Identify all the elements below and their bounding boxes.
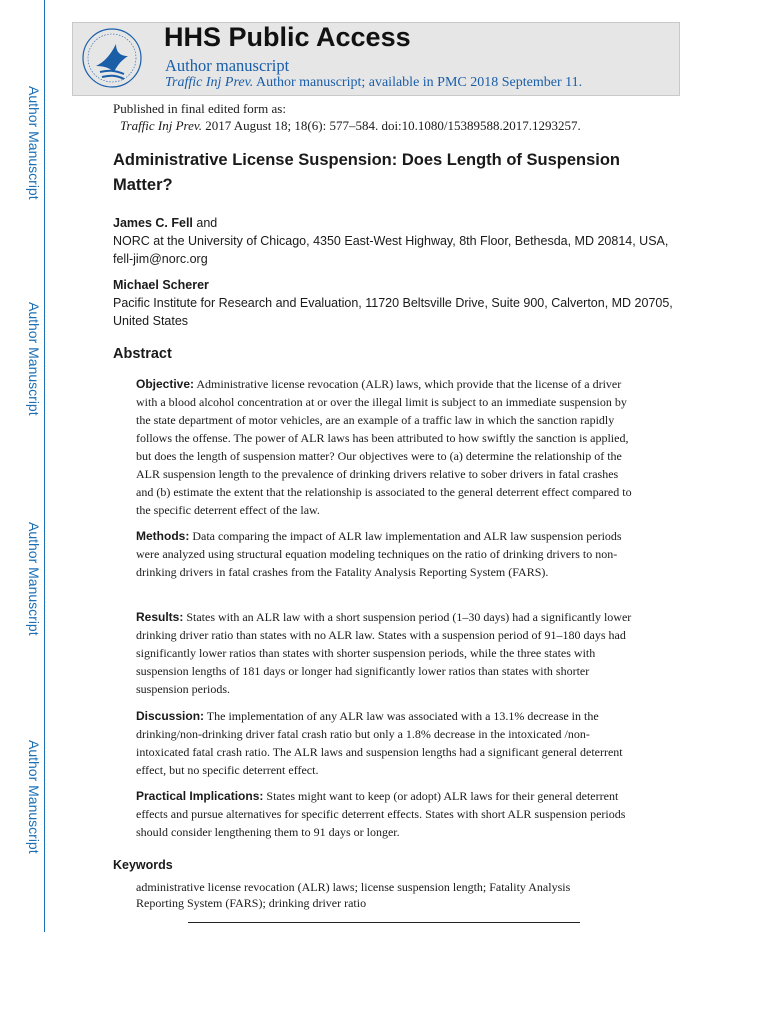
abstract-discussion [136,707,636,779]
author-conjunction: and [192,216,218,230]
article-title: Administrative License Suspension: Does Length of Suspension Matter? [113,151,620,194]
sidebar-label-author-manuscript: Author Manuscript [26,740,42,854]
keywords-heading: Keywords [113,858,173,872]
abstract-section-label: Results: [136,610,184,624]
abstract-results [136,608,636,698]
author-manuscript-label: Author manuscript [165,56,290,75]
sidebar-label-author-manuscript: Author Manuscript [26,522,42,636]
abstract-section-text: Data comparing the impact of ALR law implementation and ALR law suspension periods were analyzed using structural equation modeling techniques on the ratio of drinking drivers to non-drinking drivers in fatal crashes from the Fatality Analysis Reporting System (FARS). [136,529,622,579]
abstract-section-label: Discussion: [136,709,205,723]
author-affiliation: NORC at the University of Chicago, 4350 East-West Highway, 8th Floor, Bethesda, MD 20814, USA, fell-jim@norc.org [113,234,669,266]
abstract-section-text: States with an ALR law with a short suspension period (1–30 days) had a significantly lower drinking driver ratio than states with no ALR law. States with a suspension period of 91–180 days had significantly lower ratios than states with shorter suspension periods, while the three states with suspension lengths of 181 days or longer had significantly lower ratios than states with shorter suspension periods. [136,610,632,696]
abstract-section-label: Methods: [136,529,190,543]
abstract-section-label: Practical Implications: [136,789,264,803]
abstract-objective [136,375,636,519]
journal-name: Traffic Inj Prev. [120,118,202,133]
keywords-list: administrative license revocation (ALR) laws; license suspension length; Fatality Analysis Reporting System (FARS); drinking driver ratio [136,880,571,910]
published-note [113,100,581,134]
author-name: James C. Fell [113,216,193,230]
author-affiliation: Pacific Institute for Research and Evaluation, 11720 Beltsville Drive, Suite 900, Calverton, MD 20705, United States [113,296,673,328]
pmc-availability: Author manuscript; available in PMC 2018 September 11. [253,75,583,90]
published-citation [113,117,581,134]
author-block [113,214,673,268]
author-name: Michael Scherer [113,278,209,292]
abstract-section-text: The implementation of any ALR law was associated with a 13.1% decrease in the drinking/non-drinking driver fatal crash ratio but only a 1.8% decrease in the intoxicated /non-intoxicated fatal crash ratio. The ALR laws and suspension lengths had a significant general deterrent effect, but no specific deterrent effect. [136,709,623,777]
hhs-public-access-title: HHS Public Access [164,22,411,52]
sidebar-label-author-manuscript: Author Manuscript [26,86,42,200]
sidebar-label-author-manuscript: Author Manuscript [26,302,42,416]
citation-details: 2017 August 18; 18(6): 577–584. doi:10.1080/15389588.2017.1293257. [201,118,581,133]
journal-name: Traffic Inj Prev. [165,75,254,90]
abstract-section-label: Objective: [136,377,195,391]
abstract-section-text: States might want to keep (or adopt) ALR laws for their general deterrent effects and pursue alternatives for specific deterrent effects. States with short ALR suspension periods should consider lengthening them to 91 days or longer. [136,789,626,839]
sidebar-divider [44,0,45,932]
abstract-section-text: Administrative license revocation (ALR) laws, which provide that the license of a driver with a blood alcohol concentration at or over the illegal limit is subject to an immediate suspension by the state department of motor vehicles, are an example of a traffic law in which the sanction rapidly follows the offense. The power of ALR laws has been attributed to how swiftly the sanction is applied, but does the length of suspension matter? Our objectives were to (a) determine the relationship of the ALR suspension length to the prevalence of drinking drivers relative to sober drivers in fatal crashes and (b) estimate the extent that the relationship is associated to the general deterrent effect compared to the specific deterrent effect of the law. [136,377,632,517]
published-label: Published in final edited form as: [113,101,286,116]
author-block [113,276,673,330]
hhs-eagle-seal-icon [80,26,144,90]
abstract-methods [136,527,636,581]
abstract-practical-implications [136,787,636,841]
footnote-divider [188,922,580,923]
abstract-heading: Abstract [113,346,172,362]
pmc-citation [165,75,582,91]
